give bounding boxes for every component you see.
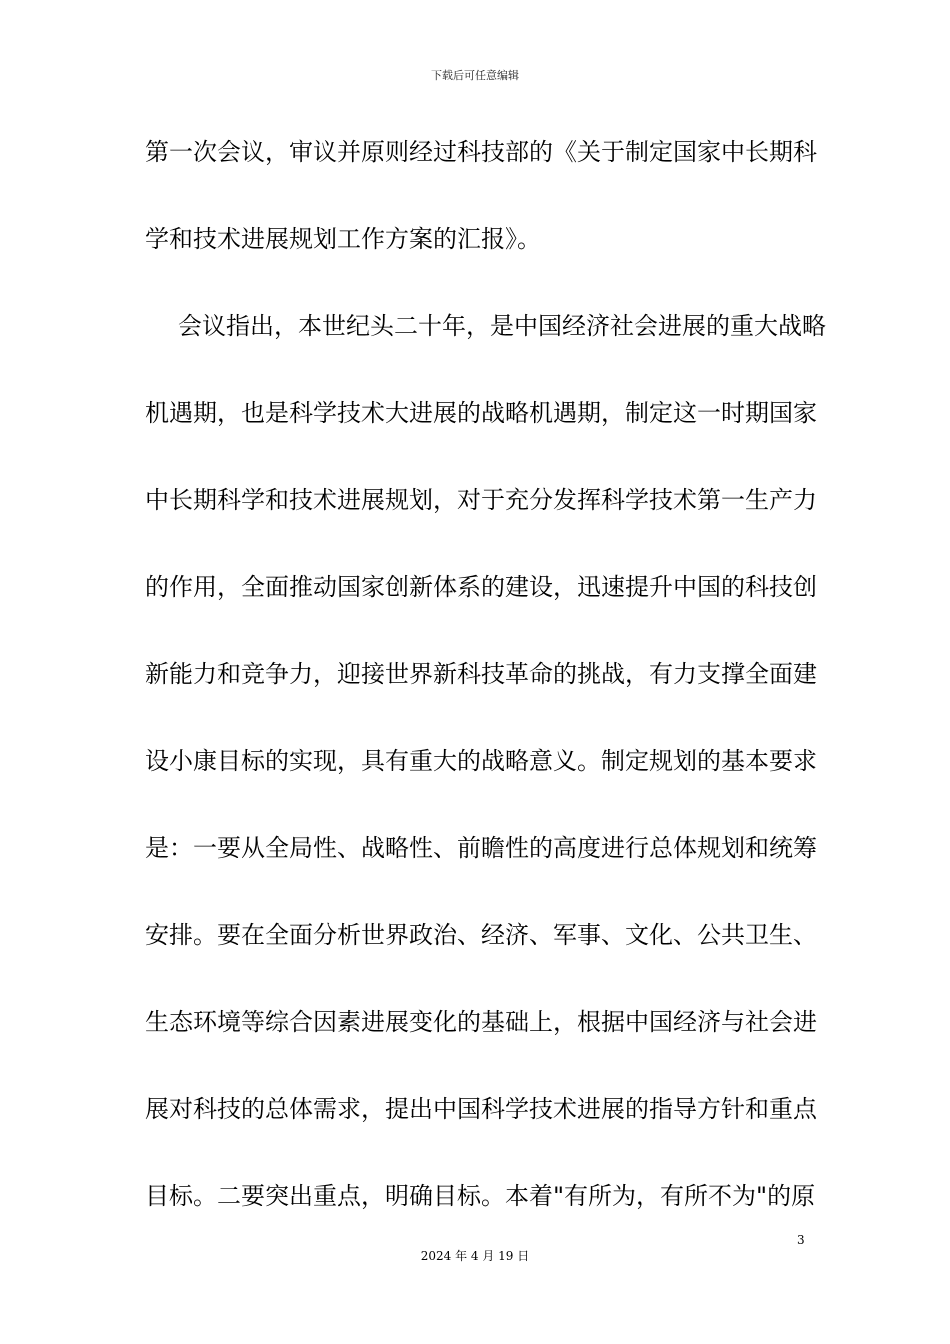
paragraph-start-line: 会议指出，本世纪头二十年，是中国经济社会进展的重大战略	[178, 312, 826, 340]
body-line: 生态环境等综合因素进展变化的基础上，根据中国经济与社会进	[145, 1008, 817, 1036]
body-line: 目标。二要突出重点，明确目标。本着"有所为，有所不为"的原	[145, 1182, 816, 1210]
page-number: 3	[797, 1233, 805, 1247]
body-line: 展对科技的总体需求，提出中国科学技术进展的指导方针和重点	[145, 1095, 817, 1123]
footer-date: 2024 年 4 月 19 日	[420, 1249, 530, 1263]
body-line: 中长期科学和技术进展规划，对于充分发挥科学技术第一生产力	[145, 486, 817, 514]
header-note: 下载后可任意编辑	[431, 69, 519, 82]
body-line: 的作用，全面推动国家创新体系的建设，迅速提升中国的科技创	[145, 573, 817, 601]
body-line: 是：一要从全局性、战略性、前瞻性的高度进行总体规划和统筹	[145, 834, 817, 862]
body-line: 安排。要在全面分析世界政治、经济、军事、文化、公共卫生、	[145, 921, 817, 949]
body-line: 机遇期，也是科学技术大进展的战略机遇期，制定这一时期国家	[145, 399, 817, 427]
body-line: 第一次会议，审议并原则经过科技部的《关于制定国家中长期科	[145, 138, 817, 166]
body-line: 新能力和竞争力，迎接世界新科技革命的挑战，有力支撑全面建	[145, 660, 817, 688]
document-body	[145, 126, 826, 1257]
body-line: 学和技术进展规划工作方案的汇报》。	[145, 225, 541, 253]
body-line: 设小康目标的实现，具有重大的战略意义。制定规划的基本要求	[145, 747, 817, 775]
